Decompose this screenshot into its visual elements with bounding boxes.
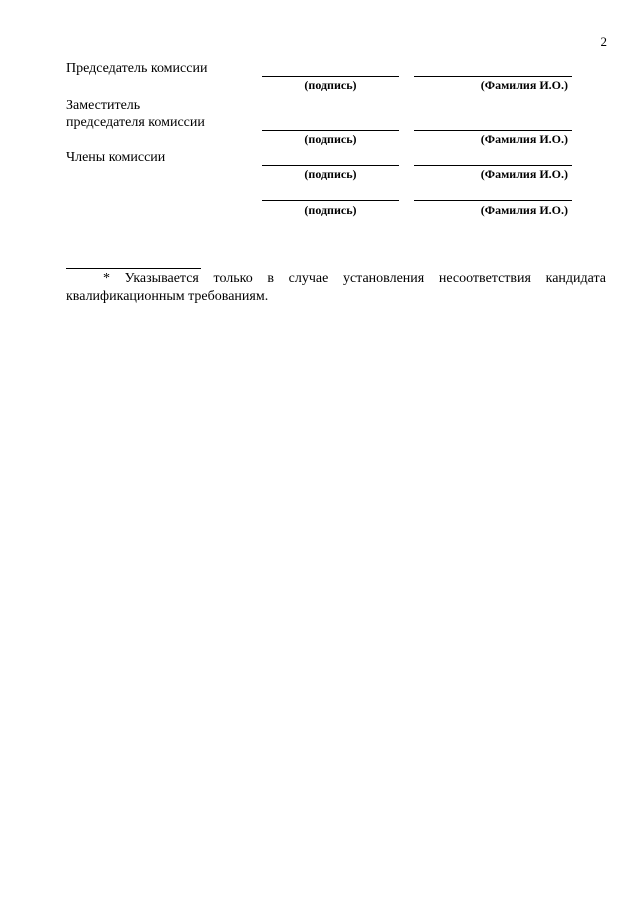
- signature-caption: (подпись): [304, 167, 357, 181]
- signature-line: [262, 165, 399, 166]
- name-caption: (Фамилия И.О.): [480, 132, 568, 146]
- signature-line: [262, 200, 399, 201]
- name-caption: (Фамилия И.О.): [480, 78, 568, 92]
- name-line: [414, 200, 572, 201]
- role-label: Заместитель: [66, 98, 141, 113]
- footnote-text: * Указывается только в случае установления несоответствия кандидата квалификационным требованиям.: [66, 271, 606, 304]
- name-line: [414, 130, 572, 131]
- page-number: 2: [600, 34, 607, 49]
- signature-line: [262, 130, 399, 131]
- signature-caption: (подпись): [304, 78, 357, 92]
- name-caption: (Фамилия И.О.): [480, 203, 568, 217]
- signature-caption: (подпись): [304, 203, 357, 217]
- role-label: Председатель комиссии: [66, 61, 208, 76]
- role-label-continued: председателя комиссии: [66, 115, 205, 130]
- signature-caption: (подпись): [304, 132, 357, 146]
- signature-line: [262, 76, 399, 77]
- role-label: Члены комиссии: [66, 150, 166, 165]
- name-line: [414, 165, 572, 166]
- name-line: [414, 76, 572, 77]
- footnote-separator: [66, 268, 201, 269]
- name-caption: (Фамилия И.О.): [480, 167, 568, 181]
